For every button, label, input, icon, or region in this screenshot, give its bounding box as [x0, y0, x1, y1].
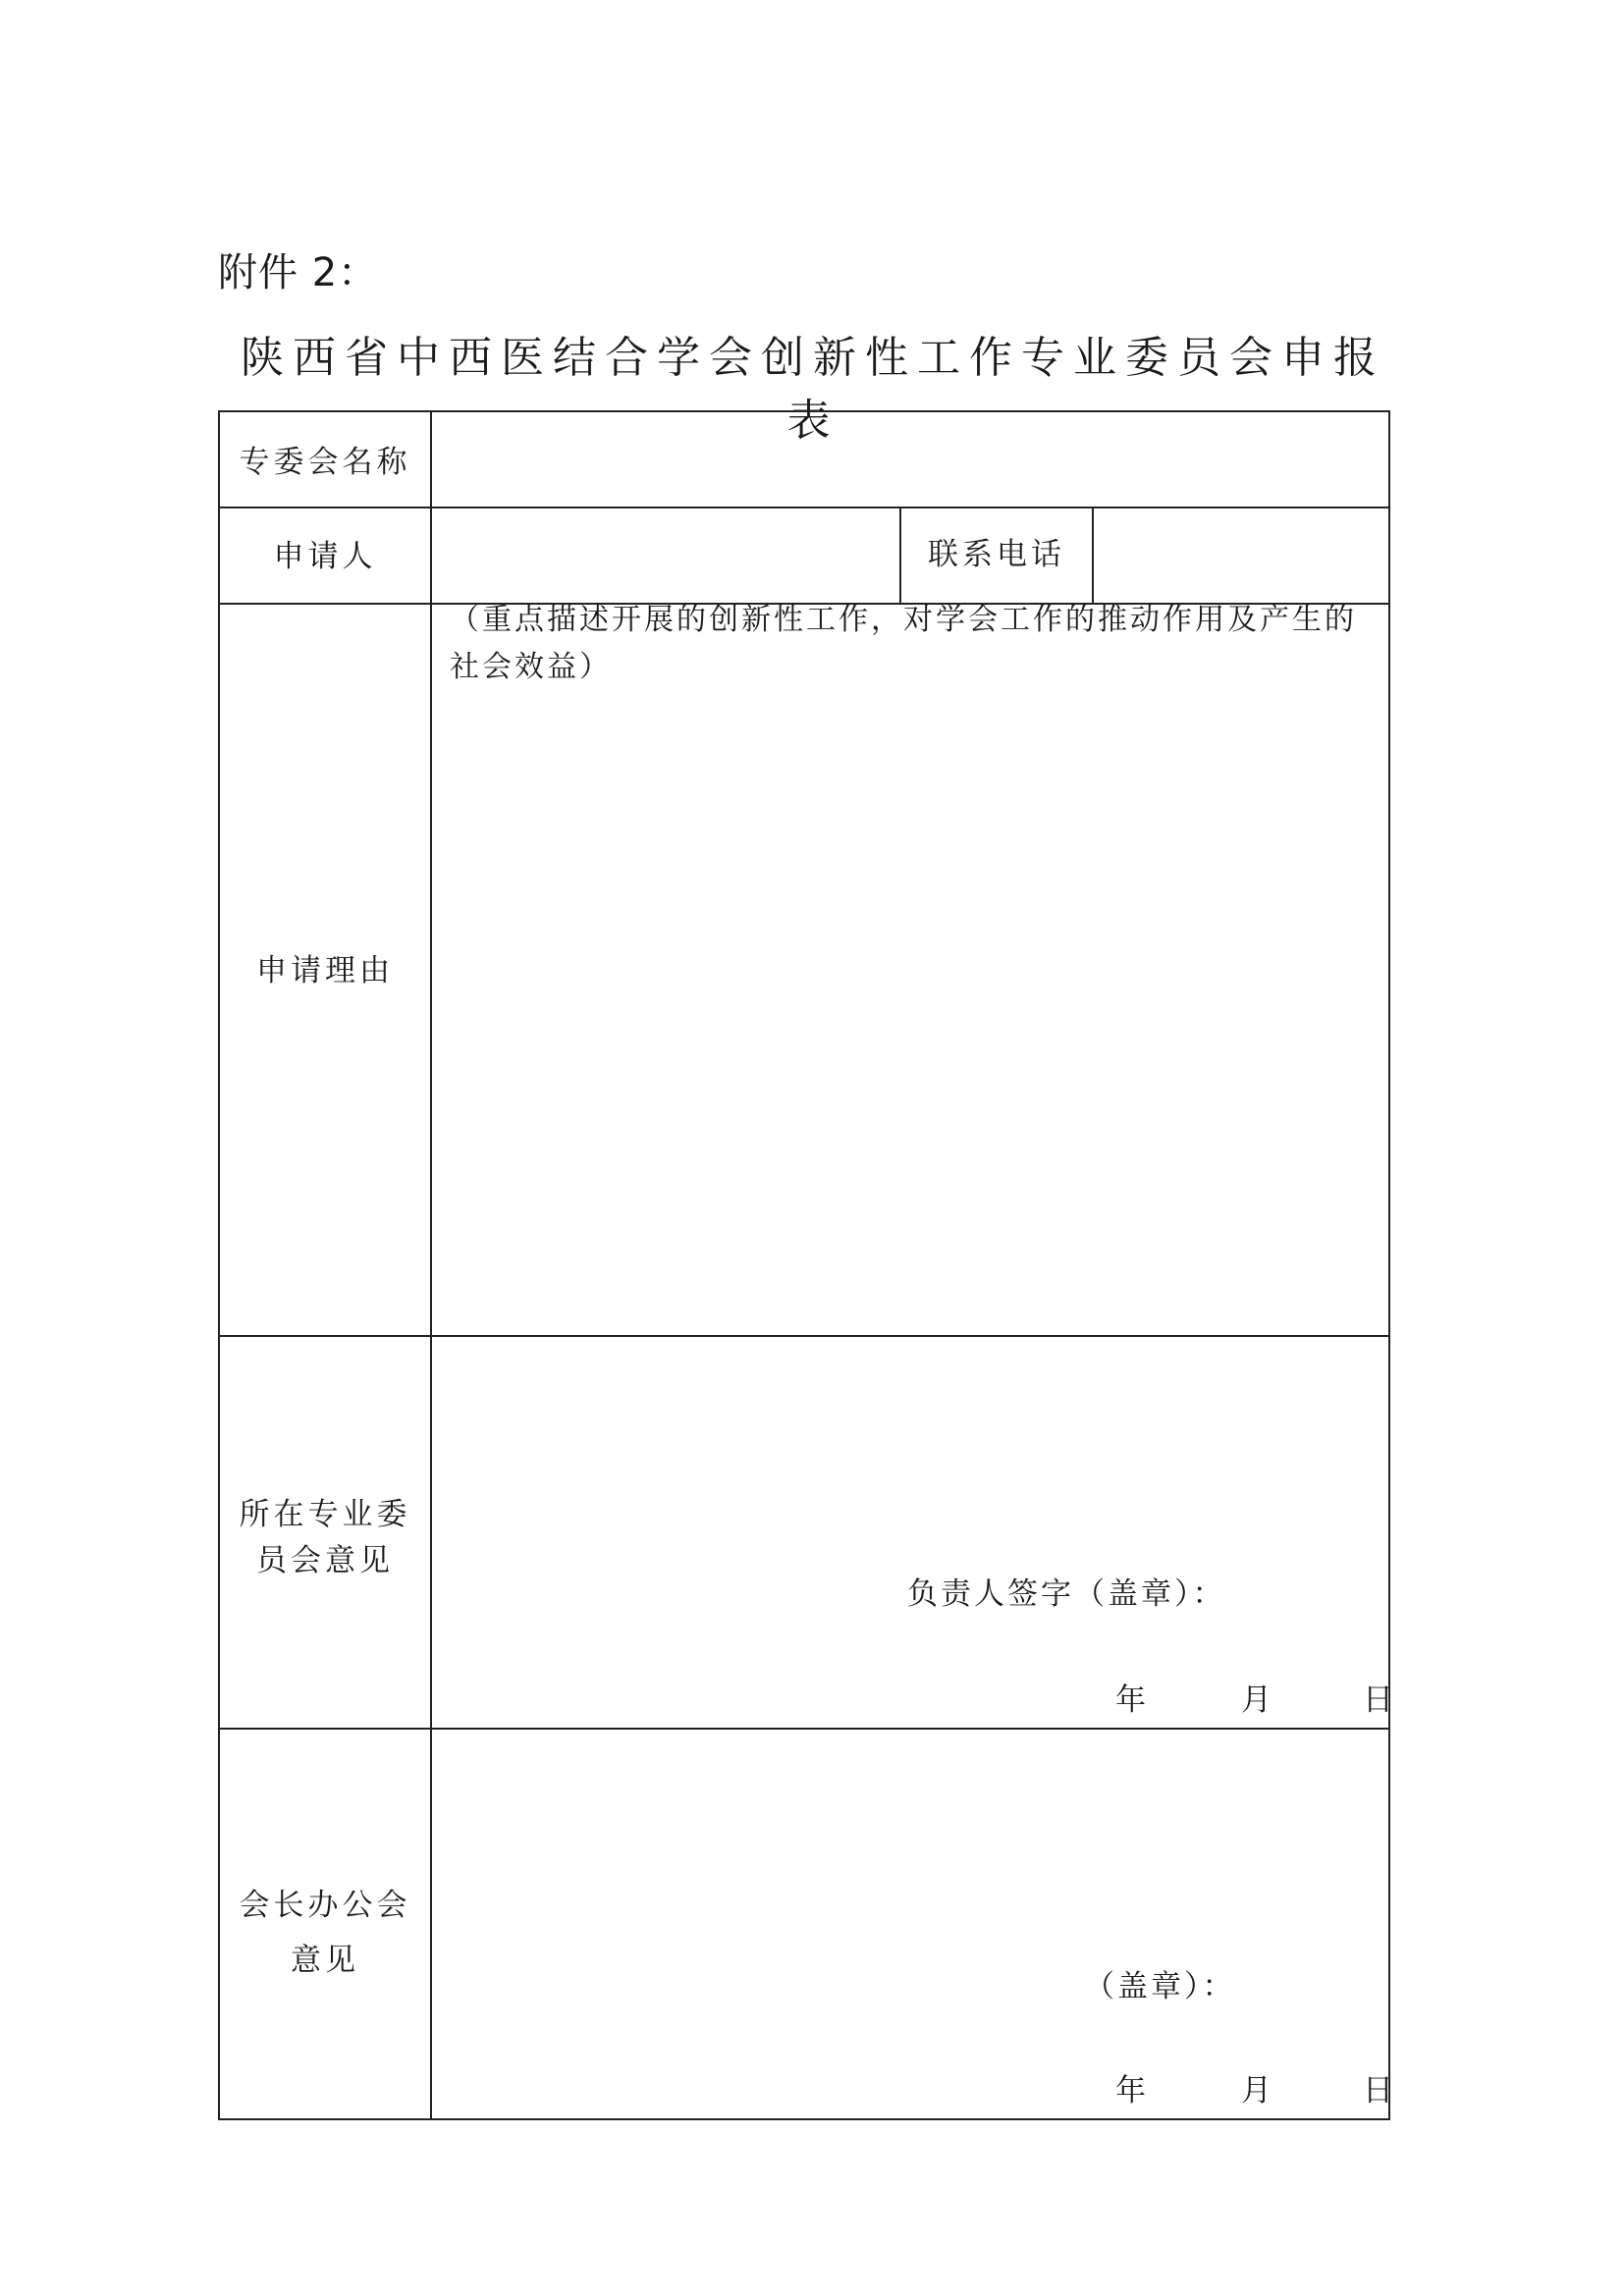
committee-date-month: 月 — [1241, 1682, 1272, 1718]
office-opinion-label-line2: 意见 — [291, 1942, 359, 1978]
committee-opinion-field[interactable] — [432, 1337, 1388, 1533]
application-form-table — [218, 410, 1393, 2120]
committee-opinion-label-line2: 员会意见 — [256, 1542, 394, 1578]
reason-field[interactable] — [432, 697, 1388, 1335]
form-title: 陕西省中西医结合学会创新性工作专业委员会申报表 — [241, 333, 1385, 446]
committee-name-label: 专委会名称 — [239, 445, 411, 480]
committee-date-day: 日 — [1363, 1682, 1393, 1718]
reason-label: 申请理由 — [256, 953, 394, 988]
applicant-field[interactable] — [432, 508, 899, 603]
phone-field[interactable] — [1094, 508, 1388, 603]
office-date-year: 年 — [1115, 2073, 1146, 2109]
office-opinion-field[interactable] — [432, 1730, 1388, 1926]
applicant-label: 申请人 — [273, 539, 377, 574]
reason-hint: （重点描述开展的创新性工作，对学会工作的推动作用及产生的社会效益） — [450, 603, 1357, 684]
committee-signature-label: 负责人签字（盖章）： — [907, 1576, 1226, 1612]
committee-name-field[interactable] — [432, 412, 1388, 507]
office-opinion-label-line1: 会长办公会 — [239, 1888, 411, 1923]
office-opinion-label — [220, 1879, 430, 1989]
phone-label: 联系电话 — [928, 537, 1065, 572]
committee-date-year: 年 — [1115, 1682, 1146, 1718]
office-date-day: 日 — [1363, 2073, 1393, 2109]
office-seal-label: （盖章）： — [1084, 1969, 1236, 2004]
committee-opinion-label-line1: 所在专业委 — [239, 1497, 411, 1532]
attachment-label: 附件 2： — [218, 250, 379, 295]
office-date-month: 月 — [1241, 2073, 1272, 2109]
committee-opinion-label — [220, 1492, 430, 1583]
